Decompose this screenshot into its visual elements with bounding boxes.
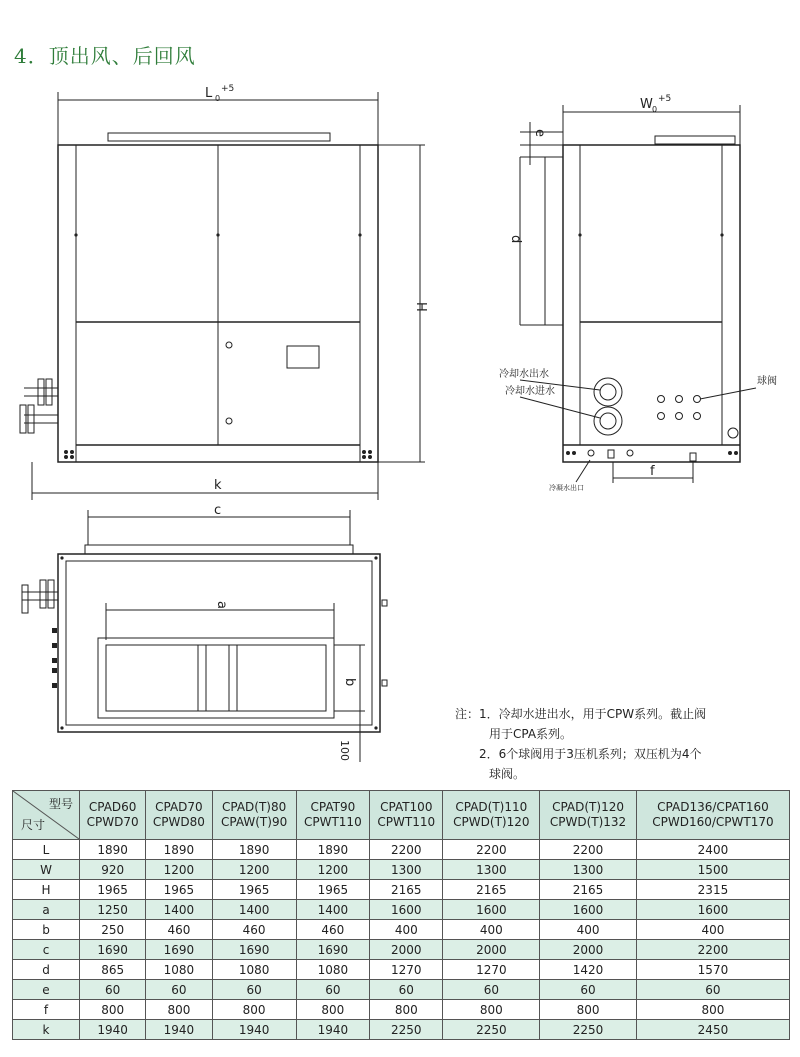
- dim-L-subscript: 0: [215, 94, 221, 103]
- dim-k-label: k: [214, 478, 222, 493]
- table-cell: 1965: [146, 880, 212, 900]
- table-cell: 2250: [443, 1020, 540, 1040]
- table-cell: 1400: [146, 900, 212, 920]
- table-cell: 2000: [540, 940, 637, 960]
- note-1-cont: 用于CPA系列。: [489, 727, 573, 741]
- dim-W-subscript: 0: [652, 105, 658, 114]
- table-row: [13, 860, 790, 880]
- table-cell: 1250: [80, 900, 146, 920]
- table-cell: 1420: [540, 960, 637, 980]
- dimension-table: [12, 790, 790, 1040]
- table-cell: 1080: [146, 960, 212, 980]
- table-cell: 460: [296, 920, 369, 940]
- table-cell: 60: [146, 980, 212, 1000]
- table-cell: 800: [80, 1000, 146, 1020]
- table-cell: 60: [540, 980, 637, 1000]
- page-title: 4．顶出风、后回风: [14, 44, 196, 68]
- table-cell: 400: [540, 920, 637, 940]
- table-corner-cell: [13, 791, 80, 840]
- dim-L-tolerance: +5: [221, 84, 235, 94]
- model-header: CPAD(T)110 CPWD(T)120: [443, 791, 540, 840]
- table-row: [13, 940, 790, 960]
- table-cell: 2165: [370, 880, 443, 900]
- table-cell: 2250: [540, 1020, 637, 1040]
- dim-d-label: d: [508, 235, 523, 244]
- row-label: b: [13, 920, 80, 940]
- table-cell: 1965: [80, 880, 146, 900]
- table-cell: 1600: [636, 900, 789, 920]
- table-cell: 800: [296, 1000, 369, 1020]
- table-row: [13, 960, 790, 980]
- table-cell: 920: [80, 860, 146, 880]
- table-cell: 400: [636, 920, 789, 940]
- model-header: CPAD60 CPWD70: [80, 791, 146, 840]
- label-ball-valve: 球阀: [757, 376, 777, 387]
- notes-prefix: 注：: [455, 707, 480, 721]
- table-cell: 60: [636, 980, 789, 1000]
- table-row: [13, 1020, 790, 1040]
- note-2-cont: 球阀。: [489, 767, 526, 781]
- table-cell: 1270: [370, 960, 443, 980]
- row-label: e: [13, 980, 80, 1000]
- table-cell: 1570: [636, 960, 789, 980]
- table-header-row: [13, 791, 790, 840]
- table-cell: 2165: [540, 880, 637, 900]
- table-cell: 1600: [443, 900, 540, 920]
- table-row: [13, 840, 790, 860]
- table-cell: 2200: [370, 840, 443, 860]
- dim-e-label: e: [532, 129, 547, 137]
- row-label: c: [13, 940, 80, 960]
- table-row: [13, 880, 790, 900]
- table-cell: 60: [370, 980, 443, 1000]
- side-view: [520, 105, 756, 483]
- table-cell: 2165: [443, 880, 540, 900]
- table-cell: 1300: [370, 860, 443, 880]
- row-label: d: [13, 960, 80, 980]
- table-cell: 1940: [296, 1020, 369, 1040]
- table-cell: 1940: [212, 1020, 296, 1040]
- front-view: [20, 92, 425, 500]
- row-label: H: [13, 880, 80, 900]
- model-header: CPAT90 CPWT110: [296, 791, 369, 840]
- table-cell: 1965: [296, 880, 369, 900]
- dim-W-tolerance: +5: [658, 94, 672, 104]
- table-cell: 1690: [212, 940, 296, 960]
- table-cell: 1300: [443, 860, 540, 880]
- model-header: CPAD136/CPAT160 CPWD160/CPWT170: [636, 791, 789, 840]
- label-condensate-outlet: 冷凝水出口: [549, 484, 584, 492]
- table-cell: 1890: [146, 840, 212, 860]
- model-header: CPAD(T)80 CPAW(T)90: [212, 791, 296, 840]
- table-cell: 60: [212, 980, 296, 1000]
- table-cell: 1690: [296, 940, 369, 960]
- dim-c-label: c: [214, 503, 222, 518]
- dim-b-label: b: [342, 678, 357, 687]
- table-cell: 2315: [636, 880, 789, 900]
- table-cell: 2450: [636, 1020, 789, 1040]
- table-cell: 800: [212, 1000, 296, 1020]
- table-cell: 800: [636, 1000, 789, 1020]
- table-row: [13, 900, 790, 920]
- dim-H-label: H: [413, 302, 428, 312]
- dim-L-label: L: [205, 86, 213, 101]
- table-cell: 1200: [146, 860, 212, 880]
- table-cell: 2400: [636, 840, 789, 860]
- table-cell: 1270: [443, 960, 540, 980]
- table-cell: 1690: [80, 940, 146, 960]
- row-label: a: [13, 900, 80, 920]
- dim-100-label: 100: [338, 740, 351, 761]
- row-label: L: [13, 840, 80, 860]
- notes: [455, 704, 706, 784]
- table-cell: 460: [212, 920, 296, 940]
- table-cell: 250: [80, 920, 146, 940]
- row-label: W: [13, 860, 80, 880]
- model-header: CPAD(T)120 CPWD(T)132: [540, 791, 637, 840]
- table-cell: 2000: [443, 940, 540, 960]
- table-cell: 865: [80, 960, 146, 980]
- table-cell: 400: [370, 920, 443, 940]
- row-label: k: [13, 1020, 80, 1040]
- table-cell: 2250: [370, 1020, 443, 1040]
- dim-W-label: W: [640, 97, 653, 112]
- table-cell: 1400: [212, 900, 296, 920]
- table-cell: 1690: [146, 940, 212, 960]
- table-cell: 2000: [370, 940, 443, 960]
- corner-dimension-label: 尺寸: [21, 818, 46, 832]
- table-cell: 1600: [370, 900, 443, 920]
- dim-a-label: a: [214, 601, 229, 609]
- table-cell: 1080: [296, 960, 369, 980]
- table-row: [13, 1000, 790, 1020]
- table-cell: 2200: [636, 940, 789, 960]
- note-1: 1．冷却水进出水，用于CPW系列。截止阀: [479, 707, 707, 721]
- table-cell: 800: [370, 1000, 443, 1020]
- table-cell: 800: [146, 1000, 212, 1020]
- top-view: [22, 510, 387, 762]
- table-cell: 60: [443, 980, 540, 1000]
- table-cell: 1080: [212, 960, 296, 980]
- table-cell: 60: [80, 980, 146, 1000]
- table-cell: 800: [443, 1000, 540, 1020]
- table-cell: 1890: [296, 840, 369, 860]
- table-cell: 1940: [146, 1020, 212, 1040]
- model-header: CPAT100 CPWT110: [370, 791, 443, 840]
- table-cell: 1500: [636, 860, 789, 880]
- table-cell: 60: [296, 980, 369, 1000]
- label-cooling-water-inlet: 冷却水进水: [505, 386, 555, 397]
- table-cell: 1890: [212, 840, 296, 860]
- table-cell: 2200: [540, 840, 637, 860]
- table-cell: 400: [443, 920, 540, 940]
- corner-model-label: 型号: [48, 797, 73, 811]
- table-row: [13, 920, 790, 940]
- table-cell: 1200: [212, 860, 296, 880]
- row-label: f: [13, 1000, 80, 1020]
- table-row: [13, 980, 790, 1000]
- table-cell: 1940: [80, 1020, 146, 1040]
- table-cell: 1400: [296, 900, 369, 920]
- table-cell: 800: [540, 1000, 637, 1020]
- table-cell: 1890: [80, 840, 146, 860]
- note-2: 2．6个球阀用于3压机系列；双压机为4个: [479, 747, 702, 761]
- label-cooling-water-outlet: 冷却水出水: [499, 369, 549, 380]
- table-cell: 1300: [540, 860, 637, 880]
- table-cell: 460: [146, 920, 212, 940]
- table-cell: 1200: [296, 860, 369, 880]
- table-cell: 1965: [212, 880, 296, 900]
- dim-f-label: f: [650, 464, 655, 479]
- model-header: CPAD70 CPWD80: [146, 791, 212, 840]
- table-cell: 2200: [443, 840, 540, 860]
- table-cell: 1600: [540, 900, 637, 920]
